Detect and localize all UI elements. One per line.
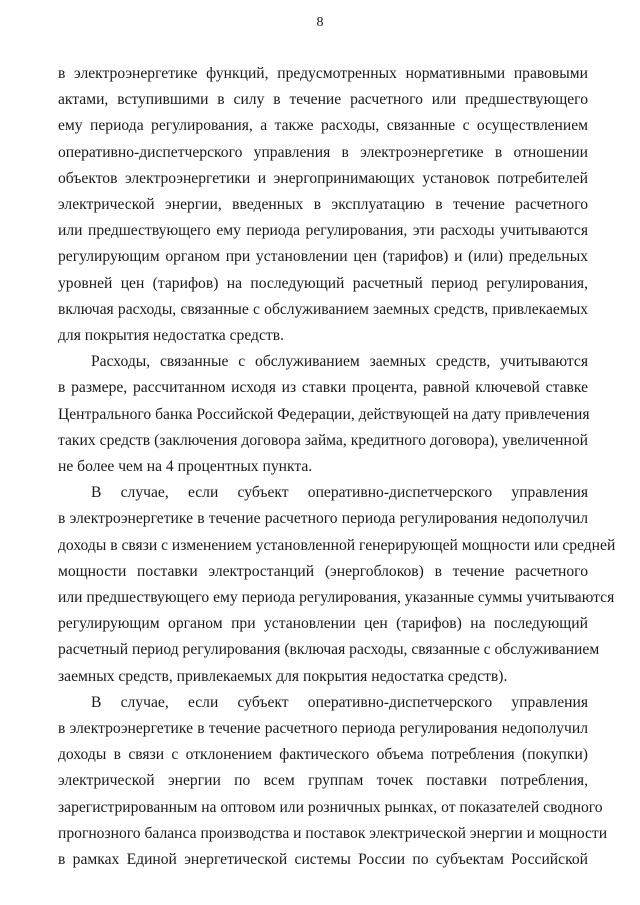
text-line: расчетный период регулирования (включая расходы, связанные с обслуживанием <box>58 641 600 659</box>
text-line: Расходы, связанные с обслуживанием заемных средств, учитываются <box>91 353 588 371</box>
text-line: объектов электроэнергетики и энергопринимающих установок потребителей <box>58 169 588 187</box>
paragraph <box>58 690 608 873</box>
text-line: прогнозного баланса производства и поставок электрической энергии и мощности <box>58 824 608 842</box>
text-line: доходы в связи с изменением установленной генерирующей мощности или средней <box>58 536 616 554</box>
text-line: зарегистрированным на оптовом или розничных рынках, от показателей сводного <box>58 798 603 816</box>
text-line: уровней цен (тарифов) на последующий расчетный период регулирования, <box>58 274 588 292</box>
text-line: В случае, если субъект оперативно-диспетчерского управления <box>91 484 588 502</box>
text-line: включая расходы, связанные с обслуживанием заемных средств, привлекаемых <box>58 300 588 318</box>
text-line: электрической энергии по всем группам точек поставки потребления, <box>58 772 588 790</box>
text-line: в размере, рассчитанном исходя из ставки процента, равной ключевой ставке <box>58 379 588 397</box>
text-line: мощности поставки электростанций (энергоблоков) в течение расчетного <box>58 562 588 580</box>
text-line: Центрального банка Российской Федерации, действующей на дату привлечения <box>58 405 590 423</box>
text-line: в электроэнергетике в течение расчетного периода регулирования недополучил <box>58 510 588 528</box>
paragraph <box>58 349 588 480</box>
text-line: или предшествующего ему периода регулирования, указанные суммы учитываются <box>58 589 615 607</box>
text-line: для покрытия недостатка средств. <box>58 327 284 345</box>
text-line: электрической энергии, введенных в эксплуатацию в течение расчетного <box>58 196 588 214</box>
text-line: регулирующим органом при установлении цен (тарифов) на последующий <box>58 615 588 633</box>
text-line: таких средств (заключения договора займа, кредитного договора), увеличенной <box>58 431 588 449</box>
text-line: ему периода регулирования, а также расходы, связанные с осуществлением <box>58 117 588 135</box>
text-line: В случае, если субъект оперативно-диспетчерского управления <box>91 693 588 711</box>
text-line: не более чем на 4 процентных пункта. <box>58 458 313 476</box>
paragraph <box>58 61 588 349</box>
text-line: в электроэнергетике функций, предусмотренных нормативными правовыми <box>58 65 588 82</box>
text-line: в электроэнергетике в течение расчетного периода регулирования недополучил <box>58 720 588 738</box>
document-body <box>58 61 616 873</box>
text-line: или предшествующего ему периода регулирования, эти расходы учитываются <box>58 222 588 240</box>
text-line: заемных средств, привлекаемых для покрытия недостатка средств). <box>58 667 508 685</box>
paragraph <box>58 480 616 690</box>
text-line: регулирующим органом при установлении цен (тарифов) и (или) предельных <box>58 248 588 266</box>
text-line: доходы в связи с отклонением фактического объема потребления (покупки) <box>58 746 588 764</box>
page-number: 8 <box>316 15 324 30</box>
text-line: в рамках Единой энергетической системы России по субъектам Российской <box>58 851 588 869</box>
text-line: актами, вступившими в силу в течение расчетного или предшествующего <box>58 91 588 109</box>
text-line: оперативно-диспетчерского управления в электроэнергетике в отношении <box>58 143 588 161</box>
